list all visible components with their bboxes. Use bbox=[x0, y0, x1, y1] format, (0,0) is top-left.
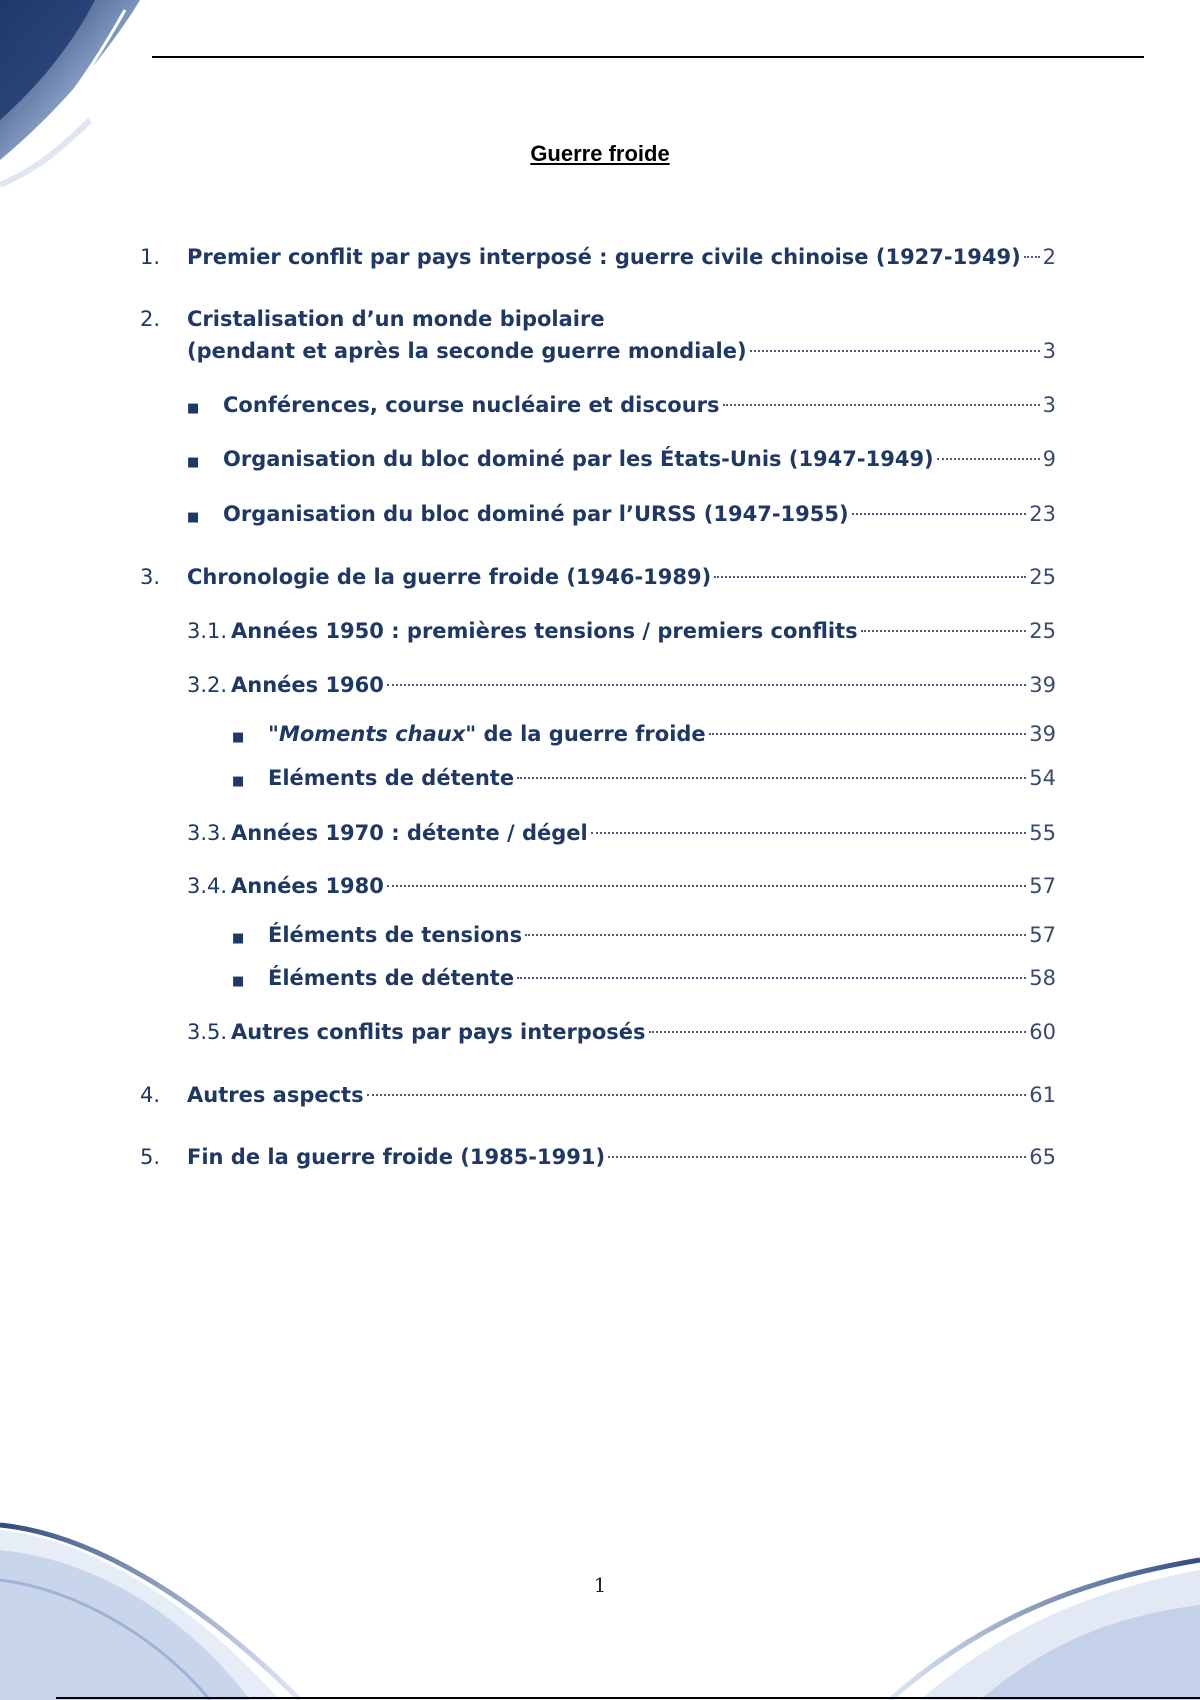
toc-leader bbox=[367, 1093, 1027, 1096]
toc-leader bbox=[723, 403, 1040, 406]
toc-page: 23 bbox=[1029, 502, 1056, 526]
toc-title bbox=[268, 719, 706, 749]
wave-decoration-bottom-left bbox=[0, 1500, 380, 1700]
toc-title: Organisation du bloc dominé par l’URSS (1947-1955) bbox=[223, 502, 849, 526]
toc-leader bbox=[937, 457, 1040, 460]
toc-title: Autres aspects bbox=[187, 1083, 364, 1107]
toc-entry-2c[interactable] bbox=[140, 499, 1056, 529]
toc-entry-4[interactable] bbox=[140, 1080, 1056, 1110]
toc-entry-2a[interactable] bbox=[140, 390, 1056, 420]
toc-title: Cristalisation d’un monde bipolaire bbox=[187, 307, 605, 331]
bullet-icon: ■ bbox=[232, 931, 245, 946]
toc-page: 57 bbox=[1029, 874, 1056, 898]
toc-leader bbox=[714, 575, 1026, 578]
toc-entry-2[interactable] bbox=[140, 336, 1056, 366]
toc-page: 61 bbox=[1029, 1083, 1056, 1107]
toc-entry-1[interactable] bbox=[140, 242, 1056, 272]
toc-page: 2 bbox=[1042, 245, 1056, 269]
toc-number: 3.1. bbox=[187, 619, 228, 643]
toc-title-rest: de la guerre froide bbox=[476, 722, 706, 746]
toc-title: Années 1960 bbox=[231, 673, 384, 697]
toc-title: Années 1970 : détente / dégel bbox=[231, 821, 588, 845]
toc-page: 9 bbox=[1042, 447, 1056, 471]
bullet-icon: ■ bbox=[187, 455, 200, 470]
toc-page: 57 bbox=[1029, 923, 1056, 947]
toc-entry-3-4b[interactable] bbox=[140, 963, 1056, 993]
toc-page: 39 bbox=[1029, 673, 1056, 697]
toc-leader bbox=[750, 349, 1040, 352]
toc-entry-3-5[interactable] bbox=[140, 1017, 1056, 1047]
toc-title: Organisation du bloc dominé par les États-Unis (1947-1949) bbox=[223, 447, 934, 471]
toc-leader bbox=[525, 933, 1026, 936]
toc-leader bbox=[852, 512, 1027, 515]
toc-entry-2b[interactable] bbox=[140, 444, 1056, 474]
toc-number: 1. bbox=[140, 245, 161, 269]
toc-entry-3-2[interactable] bbox=[140, 670, 1056, 700]
toc-leader bbox=[517, 776, 1026, 779]
toc-page: 39 bbox=[1029, 722, 1056, 746]
toc-title: Années 1980 bbox=[231, 874, 384, 898]
toc-title: Conférences, course nucléaire et discours bbox=[223, 393, 720, 417]
document-title: Guerre froide bbox=[530, 141, 670, 166]
toc-leader bbox=[649, 1030, 1027, 1033]
toc-title: Fin de la guerre froide (1985-1991) bbox=[187, 1145, 606, 1169]
toc-number: 3.3. bbox=[187, 821, 228, 845]
wave-decoration-bottom-right bbox=[860, 1520, 1200, 1700]
toc-entry-3-2a[interactable] bbox=[140, 719, 1056, 749]
toc-page: 58 bbox=[1029, 966, 1056, 990]
toc-number: 3.5. bbox=[187, 1020, 228, 1044]
toc-title: Autres conflits par pays interposés bbox=[231, 1020, 646, 1044]
bullet-icon: ■ bbox=[232, 774, 245, 789]
toc-leader bbox=[591, 831, 1027, 834]
toc-page: 25 bbox=[1029, 619, 1056, 643]
toc-title: Chronologie de la guerre froide (1946-1989) bbox=[187, 565, 712, 589]
toc-leader bbox=[608, 1155, 1026, 1158]
toc-number: 3. bbox=[140, 565, 161, 589]
footer-rule bbox=[56, 1697, 1200, 1699]
page-number: 1 bbox=[593, 1573, 607, 1597]
toc-page: 3 bbox=[1042, 393, 1056, 417]
toc-number: 3.4. bbox=[187, 874, 228, 898]
toc-leader bbox=[709, 732, 1027, 735]
toc-page: 54 bbox=[1029, 766, 1056, 790]
bullet-icon: ■ bbox=[232, 730, 245, 745]
toc-entry-5[interactable] bbox=[140, 1142, 1056, 1172]
bullet-icon: ■ bbox=[232, 974, 245, 989]
toc-leader bbox=[387, 884, 1026, 887]
toc-number: 2. bbox=[140, 307, 161, 331]
toc-title: Années 1950 : premières tensions / premiers conflits bbox=[231, 619, 858, 643]
toc-leader bbox=[517, 976, 1026, 979]
toc-page: 55 bbox=[1029, 821, 1056, 845]
corner-decoration-top-left bbox=[0, 0, 160, 240]
toc-entry-3-1[interactable] bbox=[140, 616, 1056, 646]
toc-entry-3-4a[interactable] bbox=[140, 920, 1056, 950]
toc-entry-3[interactable] bbox=[140, 562, 1056, 592]
toc-title: Éléments de détente bbox=[268, 966, 515, 990]
toc-title: (pendant et après la seconde guerre mondiale) bbox=[187, 339, 747, 363]
bullet-icon: ■ bbox=[187, 401, 200, 416]
toc-entry-3-3[interactable] bbox=[140, 818, 1056, 848]
toc-entry-3-2b[interactable] bbox=[140, 763, 1056, 793]
bullet-icon: ■ bbox=[187, 510, 200, 525]
toc-entry-3-4[interactable] bbox=[140, 871, 1056, 901]
header-rule bbox=[152, 56, 1144, 58]
toc-leader bbox=[1024, 255, 1040, 258]
toc-title-italic: "Moments chaux" bbox=[268, 722, 477, 746]
toc-number: 4. bbox=[140, 1083, 161, 1107]
toc-leader bbox=[387, 683, 1026, 686]
toc-title: Éléments de tensions bbox=[268, 923, 523, 947]
toc-leader bbox=[861, 629, 1027, 632]
toc-page: 60 bbox=[1029, 1020, 1056, 1044]
toc-title: Premier conflit par pays interposé : guerre civile chinoise (1927-1949) bbox=[187, 245, 1021, 269]
toc-page: 65 bbox=[1029, 1145, 1056, 1169]
toc-entry-2-line1[interactable] bbox=[140, 304, 1056, 334]
toc-page: 25 bbox=[1029, 565, 1056, 589]
toc-number: 5. bbox=[140, 1145, 161, 1169]
toc-page: 3 bbox=[1042, 339, 1056, 363]
toc-number: 3.2. bbox=[187, 673, 228, 697]
toc-title: Eléments de détente bbox=[268, 766, 515, 790]
